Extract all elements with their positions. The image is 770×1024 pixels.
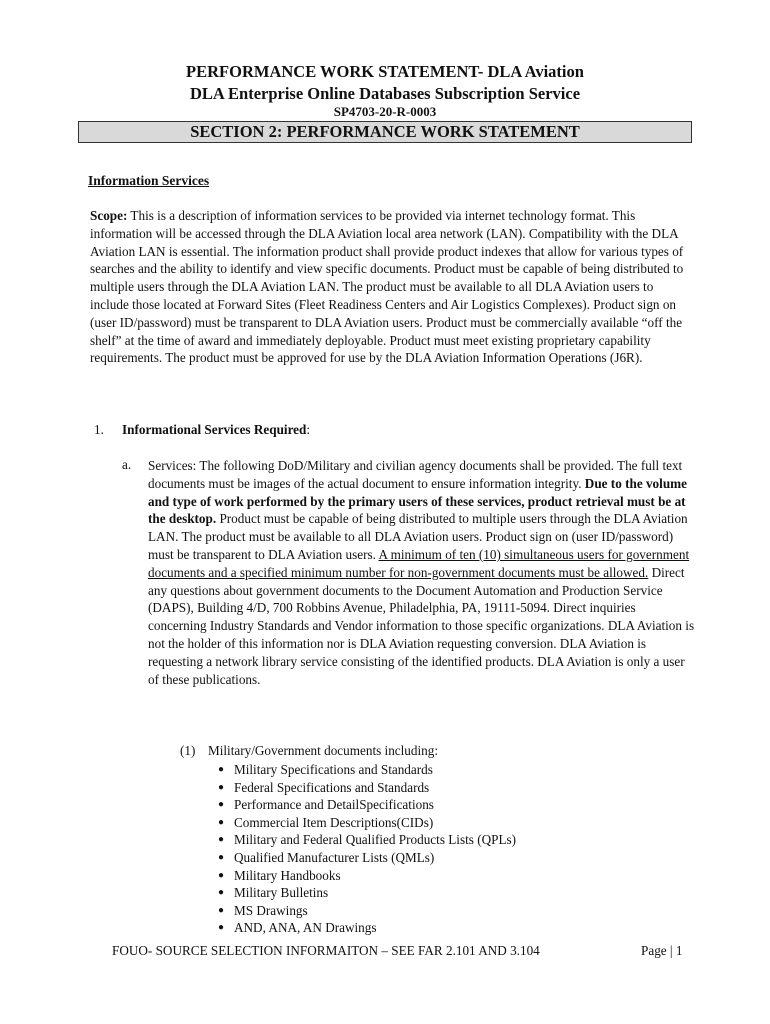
bullet-icon: ● xyxy=(218,904,225,916)
bullet-icon: ● xyxy=(218,799,225,811)
document-subtitle: DLA Enterprise Online Databases Subscription Service xyxy=(189,84,581,103)
services-text-2: Product must be capable of being distributed to multiple users through the DLA Aviation LAN. The product must be available to all DLA Aviation users. Product sign on (user ID/password) must be transparent to DLA Aviation users. xyxy=(148,511,688,562)
list-item xyxy=(216,761,516,779)
bullet-icon: ● xyxy=(218,922,225,934)
list-item xyxy=(216,831,516,849)
scope-text: This is a description of information services to be provided via internet technology format. This information will be accessed through the DLA Aviation local area network (LAN). Compatibility with the DLA Aviation LAN is essential. The information product shall provide product indexes that allow for various types of searches and the ability to identify and view specific documents. Product must be capable of being distributed to multiple users through the DLA Aviation LAN. The product must be available to all DLA Aviation users to include those located at Forward Sites (Fleet Readiness Centers and Air Logistics Complexes). Product sign on (user ID/password) must be transparent to DLA Aviation users. Product must be commercially available “off the shelf” at the time of award and immediately deployable. Product must meet existing proprietary capability requirements. The product must be approved for use by the DLA Aviation Information Operations (J6R). xyxy=(90,208,684,366)
services-underlined-text: A minimum of ten (10) simultaneous users for government documents and a specified minimum number for non-government documents must be allowed. xyxy=(148,546,690,580)
list-item-text: Federal Specifications and Standards xyxy=(234,779,430,795)
services-paragraph xyxy=(148,457,696,688)
list-item xyxy=(216,849,516,867)
list-item xyxy=(216,814,516,832)
information-services-heading: Information Services xyxy=(88,173,210,188)
item-1-number: 1. xyxy=(94,422,104,437)
bullet-icon: ● xyxy=(218,816,225,828)
scope-label: Scope: xyxy=(90,208,128,223)
bullet-icon: ● xyxy=(218,869,225,881)
list-item-text: Military Handbooks xyxy=(234,867,341,883)
section-title-box xyxy=(78,121,692,143)
item-1-suffix: : xyxy=(306,422,311,437)
sub-item-1-label: Military/Government documents including: xyxy=(208,743,439,758)
list-item-text: Commercial Item Descriptions(CIDs) xyxy=(234,814,434,830)
bullet-icon: ● xyxy=(218,764,225,775)
bullet-icon: ● xyxy=(218,851,225,863)
services-bold-text: Due to the volume and type of work performed by the primary users of these services, product retrieval must be at the desktop. xyxy=(148,475,687,527)
footer-classification: FOUO- SOURCE SELECTION INFORMAITON – SEE FAR 2.101 AND 3.104 xyxy=(112,943,540,958)
item-a-letter: a. xyxy=(122,457,132,472)
list-item xyxy=(216,919,516,937)
page-number: Page | 1 xyxy=(641,943,683,958)
scope-paragraph xyxy=(90,207,690,367)
list-item xyxy=(216,884,516,902)
list-item-text: Military Bulletins xyxy=(234,885,329,901)
list-item xyxy=(216,779,516,797)
bullet-icon: ● xyxy=(218,887,225,899)
services-text-3: Direct any questions about government documents to the Document Automation and Production Service (DAPS), Building 4/D, 700 Robbins Avenue, Philadelphia, PA, 19111-5094. Direct inquiries concerning Industry Standards and Vendor information to those specific organizations. DLA Aviation is not the holder of this information nor is DLA Aviation requesting conversion. DLA Aviation is requesting a network library service consisting of the identified products. DLA Aviation is only a user of these publications. xyxy=(148,564,695,687)
list-item xyxy=(216,796,516,814)
services-text-1: Services: The following DoD/Military and civilian agency documents shall be provided. The full text documents must be images of the actual document to ensure information integrity. xyxy=(148,458,683,491)
list-item-text: Military and Federal Qualified Products Lists (QPLs) xyxy=(234,832,517,848)
bullet-icon: ● xyxy=(218,781,225,793)
section-title: SECTION 2: PERFORMANCE WORK STATEMENT xyxy=(190,122,580,141)
list-item-text: Performance and DetailSpecifications xyxy=(234,797,434,813)
solicitation-number: SP4703-20-R-0003 xyxy=(333,104,437,119)
document-types-list xyxy=(216,761,516,937)
list-item-text: AND, ANA, AN Drawings xyxy=(234,920,377,936)
list-item-text: Qualified Manufacturer Lists (QMLs) xyxy=(234,849,435,865)
item-1-label: Informational Services Required xyxy=(122,422,307,437)
list-item-text: Military Specifications and Standards xyxy=(234,762,433,777)
list-item-text: MS Drawings xyxy=(234,902,308,918)
bullet-icon: ● xyxy=(218,834,225,846)
sub-item-1-number: (1) xyxy=(180,743,196,758)
list-item xyxy=(216,902,516,920)
item-1-heading xyxy=(122,422,310,438)
document-title: PERFORMANCE WORK STATEMENT- DLA Aviation xyxy=(186,62,584,81)
list-item xyxy=(216,867,516,885)
